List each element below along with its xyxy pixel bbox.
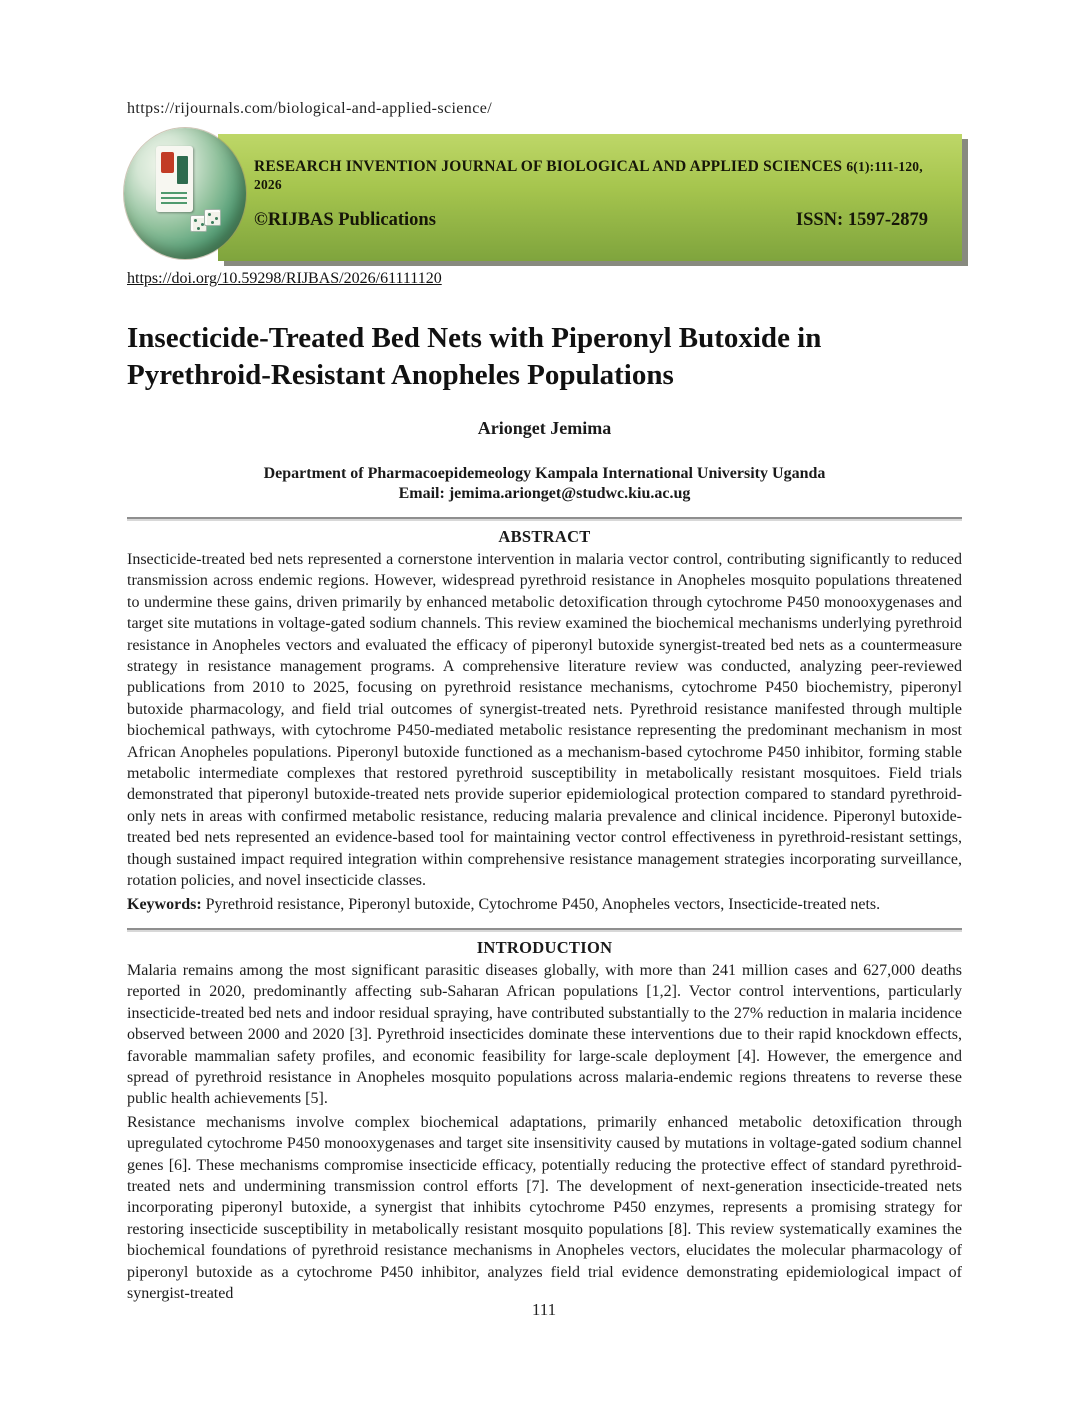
- abstract-heading: ABSTRACT: [498, 527, 591, 546]
- source-url[interactable]: https://rijournals.com/biological-and-applied-science/: [127, 100, 493, 117]
- journal-name: RESEARCH INVENTION JOURNAL OF BIOLOGICAL AND APPLIED SCIENCES: [254, 158, 843, 175]
- page-number: 111: [531, 1300, 557, 1319]
- section-divider: [127, 928, 962, 932]
- keywords-text: Pyrethroid resistance, Piperonyl butoxide, Cytochrome P450, Anopheles vectors, Insecticide-treated nets.: [201, 895, 881, 913]
- email-line: Email: jemima.arionget@studwc.kiu.ac.ug: [398, 485, 691, 502]
- logo-red-graphic: [161, 152, 174, 173]
- keywords-label: Keywords:: [127, 895, 202, 913]
- issn-number: ISSN: 1597-2879: [795, 210, 928, 230]
- author-name: Arionget Jemima: [477, 418, 612, 438]
- introduction-paragraph-1: Malaria remains among the most significant parasitic diseases globally, with more than 241 million cases and 627,000 deaths reported in 2020, predominantly affecting sub-Saharan African populations [1,2]. Vector control interventions, particularly insecticide-treated bed nets and indoor residual spraying, have contributed substantially to the 27% reduction in malaria incidence observed between 2000 and 2020 [3]. Pyrethroid insecticides dominate these interventions due to their rapid knockdown effects, favorable mammalian safety profiles, and economic feasibility for large-scale deployment [4]. However, the emergence and spread of pyrethroid resistance in Anopheles mosquito populations across malaria-endemic regions threatens to reverse these public health achievements [5].: [127, 961, 962, 1108]
- die-icon: [204, 209, 221, 226]
- journal-meta-line: [254, 210, 928, 231]
- keywords-row: [127, 894, 962, 915]
- doi-row: [127, 270, 962, 288]
- section-divider: [127, 517, 962, 521]
- logo-dice-graphic: [190, 207, 230, 235]
- abstract-text: Insecticide-treated bed nets represented a cornerstone intervention in malaria vector control, contributing significantly to reduced transmission across endemic regions. However, widespread pyrethroid resistance in Anopheles mosquito populations threatened to undermine these gains, driven primarily by enhanced metabolic detoxification through cytochrome P450 monooxygenases and target site mutations in voltage-gated sodium channels. This review examined the biochemical mechanisms underlying pyrethroid resistance in Anopheles vectors and evaluated the efficacy of piperonyl butoxide synergist-treated bed nets as a countermeasure strategy in resistance management programs. A comprehensive literature review was conducted, analyzing peer-reviewed publications from 2010 to 2025, focusing on pyrethroid resistance mechanisms, cytochrome P450 biochemistry, piperonyl butoxide pharmacology, and field trial outcomes of synergist-treated nets. Pyrethroid resistance manifested through multiple biochemical pathways, with cytochrome P450-mediated metabolic resistance representing the predominant mechanism in most African Anopheles populations. Piperonyl butoxide functioned as a mechanism-based cytochrome P450 inhibitor, forming stable metabolic intermediate complexes that restored pyrethroid susceptibility in metabolically resistant mosquitoes. Field trials demonstrated that piperonyl butoxide-treated nets provide superior epidemiological protection compared to standard pyrethroid-only nets in areas with confirmed metabolic resistance, reducing malaria prevalence and clinical incidence. Piperonyl butoxide-treated bed nets represented an evidence-based tool for maintaining vector control effectiveness in pyrethroid-resistant settings, though sustained impact required integration within comprehensive resistance management strategies incorporating surveillance, rotation policies, and novel insecticide classes.: [127, 551, 962, 890]
- publisher-name: ©RIJBAS Publications: [254, 210, 436, 230]
- journal-logo-icon: [124, 128, 246, 259]
- doi-link[interactable]: https://doi.org/10.59298/RIJBAS/2026/61111120: [127, 270, 442, 287]
- introduction-paragraph-2: Resistance mechanisms involve complex biochemical adaptations, primarily enhanced metabolic detoxification through upregulated cytochrome P450 monooxygenases and target site insensitivity caused by mutations in voltage-gated sodium channel genes [6]. These mechanisms compromise insecticide efficacy, potentially reducing the protective effect of standard pyrethroid-treated nets and undermining transmission control efforts [7]. The development of next-generation insecticide-treated nets incorporating piperonyl butoxide, a synergist that inhibits cytochrome P450 enzymes, represents a promising strategy for restoring insecticide susceptibility in metabolically resistant mosquito populations [8]. This review systematically examines the biochemical foundations of pyrethroid resistance mechanisms in Anopheles vectors, elucidates the molecular pharmacology of piperonyl butoxide as a cytochrome P450 inhibitor, analyzes field trial evidence demonstrating epidemiological impact of synergist-treated: [127, 1113, 962, 1302]
- article-title: Insecticide-Treated Bed Nets with Piperonyl Butoxide in Pyrethroid-Resistant Anopheles Populations: [127, 322, 822, 391]
- journal-issue-info: 6(1):111-120, 2026: [254, 159, 923, 192]
- journal-banner: [218, 134, 962, 261]
- affiliation-block: [127, 464, 962, 504]
- logo-microscope-graphic: [177, 156, 188, 184]
- logo-poster-graphic: [156, 146, 193, 212]
- journal-title-line: [254, 158, 928, 194]
- introduction-heading: INTRODUCTION: [476, 937, 613, 957]
- journal-header: [127, 134, 962, 261]
- logo-text-lines-graphic: [161, 192, 187, 206]
- affiliation-line: Department of Pharmacoepidemeology Kampala International University Uganda: [263, 465, 826, 482]
